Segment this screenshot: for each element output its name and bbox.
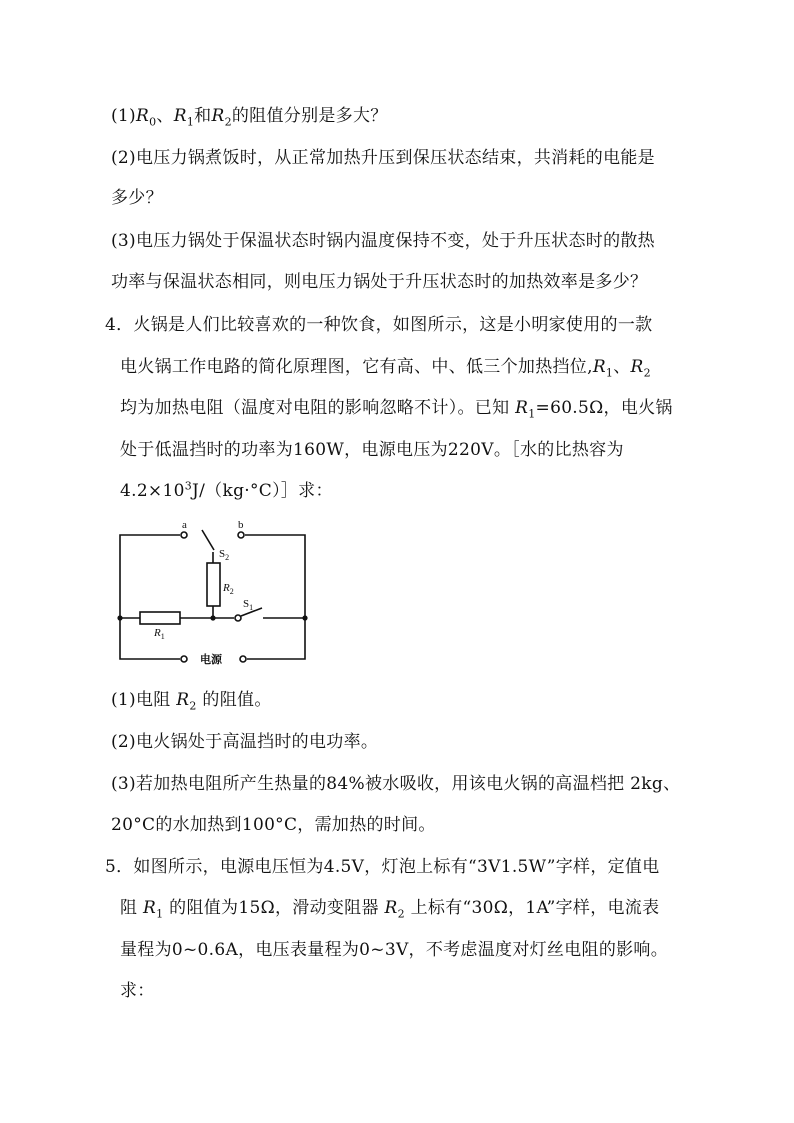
resistor-r1 xyxy=(140,612,180,624)
q4-part1: (1)电阻 $R_2$ 的阻值。 xyxy=(111,690,272,713)
q4-part3-line2: 20°C的水加热到100°C，需加热的时间。 xyxy=(111,815,436,835)
q5-line2: 阻 $R_1$ 的阻值为15Ω，滑动变阻器 $R_2$ 上标有“30Ω，1A”字样，电流表 xyxy=(120,898,660,921)
switch-s2-blade xyxy=(202,530,214,550)
q4-line1: 4．火锅是人们比较喜欢的一种饮食，如图所示，这是小明家使用的一款 xyxy=(105,315,653,335)
terminal-b xyxy=(238,532,244,538)
q3-part3-line1: (3)电压力锅处于保温状态时锅内温度保持不变，处于升压状态时的散热 xyxy=(111,231,655,251)
label-r1: $R_1$ xyxy=(154,627,165,641)
resistor-r2 xyxy=(207,563,220,606)
label-s1: $S_1$ xyxy=(243,598,254,612)
junction-right xyxy=(302,615,307,620)
label-power-source: 电源 xyxy=(200,654,222,666)
label-b: b xyxy=(238,519,244,531)
q3-part2-line2: 多少？ xyxy=(111,188,163,208)
q3-part2-line1: (2)电压力锅煮饭时，从正常加热升压到保压状态结束，共消耗的电能是 xyxy=(111,148,655,168)
q5-line1: 5．如图所示，电源电压恒为4.5V，灯泡上标有“3V1.5W”字样，定值电 xyxy=(105,857,660,877)
q4-line5: $4.2\times 10^3J/(kg\cdot^\circ C)]$求： xyxy=(120,479,333,501)
label-s2: $S_2$ xyxy=(219,548,230,562)
q3-part3-line2: 功率与保温状态相同，则电压力锅处于升压状态时的加热效率是多少？ xyxy=(111,272,648,292)
q5-line3: 量程为0~0.6A，电压表量程为0~3V，不考虑温度对灯丝电阻的影响。 xyxy=(120,940,669,960)
label-a: a xyxy=(182,519,187,531)
power-terminal-right xyxy=(240,656,246,662)
switch-s1-pivot xyxy=(235,615,241,621)
q3-part1: $(1)R_0$、$R_1$和$R_2$的阻值分别是多大？ xyxy=(111,106,388,129)
circuit-diagram xyxy=(112,512,317,670)
q4-part3-line1: (3)若加热电阻所产生热量的84%被水吸收，用该电火锅的高温档把 2kg、 xyxy=(111,774,681,794)
terminal-a xyxy=(181,532,187,538)
q4-line3: 均为加热电阻（温度对电阻的影响忽略不计）。已知 $R_1=60.5\Omega$，电火锅 xyxy=(120,398,673,421)
wire-right-bottom xyxy=(247,618,305,659)
power-terminal-left xyxy=(181,656,187,662)
wire-left-top xyxy=(120,535,180,618)
q4-part2: (2)电火锅处于高温挡时的电功率。 xyxy=(111,732,379,752)
junction-left xyxy=(117,615,122,620)
junction-middle xyxy=(210,615,215,620)
wire-right-top xyxy=(245,535,305,618)
q4-line4: 处于低温挡时的功率为160W，电源电压为220V。［水的比热容为 xyxy=(120,440,624,460)
q4-line2: 电火锅工作电路的简化原理图，它有高、中、低三个加热挡位$,R_1$、$R_2$ xyxy=(120,357,651,380)
label-r2: $R_2$ xyxy=(223,582,234,596)
q5-line4: 求： xyxy=(120,981,155,1001)
